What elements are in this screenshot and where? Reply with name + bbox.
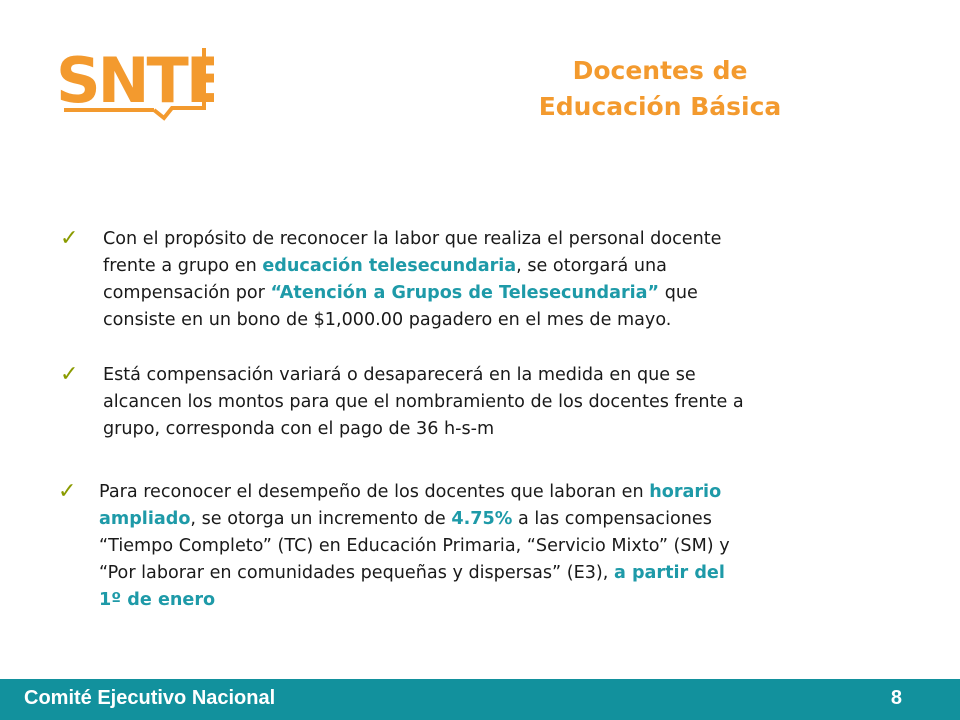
bullet-line: Está compensación variará o desaparecerá en la medida en que se [103,365,696,385]
page-number: 8 [890,687,902,709]
title-line-2: Educación Básica [538,92,782,121]
bullet-line: “Tiempo Completo” (TC) en Educación Primaria, “Servicio Mixto” (SM) y [99,536,730,556]
highlight-text: horario [649,482,722,502]
highlight-text: “Atención a Grupos de Telesecundaria” [270,283,660,303]
bullet-text [99,479,918,614]
highlight-text: 4.75% [451,509,513,529]
bullet-text [103,362,920,443]
bullet-line: grupo, corresponda con el pago de 36 h-s-m [103,419,495,439]
highlight-text: 1º de enero [99,590,216,610]
bullet-line: Con el propósito de reconocer la labor que realiza el personal docente [103,229,722,249]
checkmark-icon: ✓ [60,226,79,251]
bullet-horario-ampliado [58,479,918,614]
bullet-line: ampliado, se otorga un incremento de 4.75% a las compensaciones [99,509,712,529]
bullet-line: “Por laborar en comunidades pequeñas y dispersas” (E3), a partir del [99,563,725,583]
bullet-line: compensación por “Atención a Grupos de Telesecundaria” que [103,283,698,303]
bullet-line: consiste en un bono de $1,000.00 pagadero en el mes de mayo. [103,310,672,330]
footer-label: Comité Ejecutivo Nacional [24,687,276,709]
bullet-telesecundaria [60,226,920,334]
title-line-1: Docentes de [572,56,748,85]
checkmark-icon: ✓ [60,362,79,387]
page-title [480,53,840,125]
bullet-line: frente a grupo en educación telesecundaria, se otorgará una [103,256,667,276]
highlight-text: ampliado [99,509,191,529]
bullet-text [103,226,920,334]
footer-bar [0,679,960,720]
bullet-line: alcancen los montos para que el nombramiento de los docentes frente a [103,392,744,412]
checkmark-icon: ✓ [58,479,77,504]
highlight-text: a partir del [613,563,725,583]
bullet-compensacion [60,362,920,443]
svg-text:SNTE: SNTE [56,44,214,117]
bullet-line: Para reconocer el desempeño de los docentes que laboran en horario [99,482,722,502]
highlight-text: educación telesecundaria [262,256,517,276]
snte-logo [54,40,214,122]
